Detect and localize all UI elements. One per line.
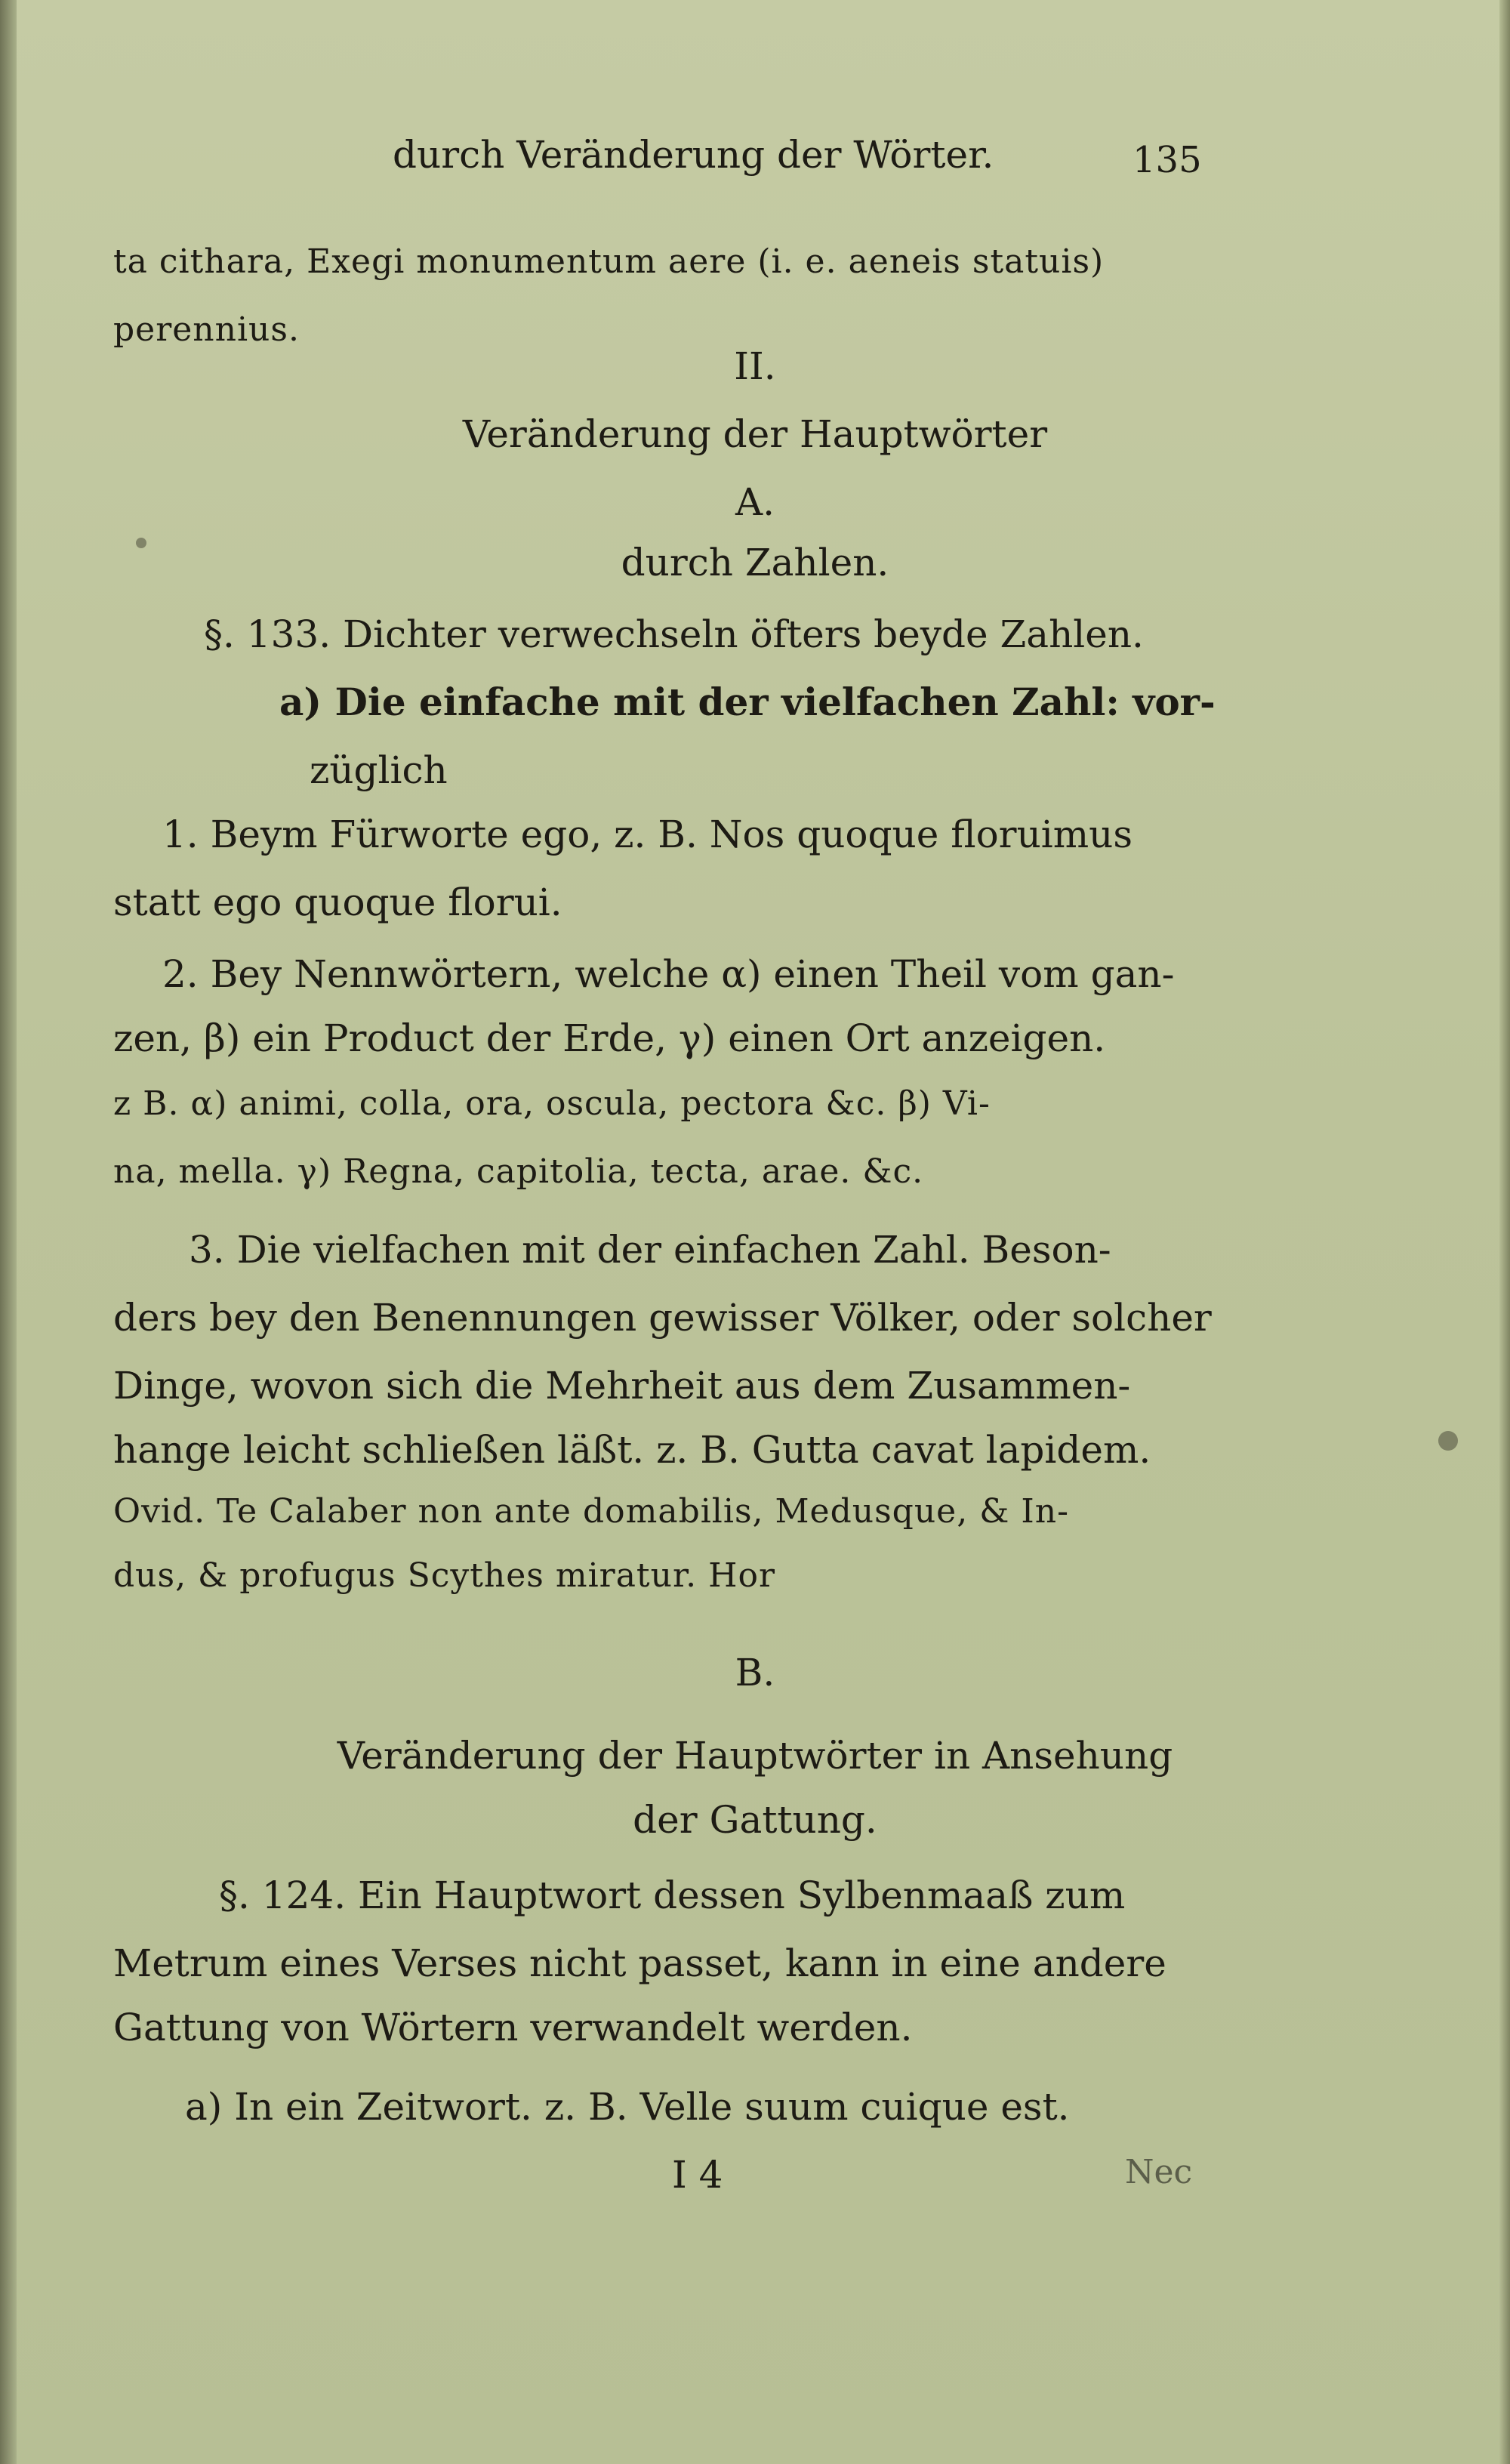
text-line: dus, & profugus Scythes miratur. Hor (113, 1556, 776, 1595)
text-line: a) Die einfache mit der vielfachen Zahl: vor- (279, 680, 1216, 724)
text-line: 2. Bey Nennwörtern, welche α) einen Theil vom gan- (162, 952, 1175, 996)
subsection-title: durch Zahlen. (621, 541, 889, 584)
text-line: hange leicht schließen läßt. z. B. Gutta cavat lapidem. (113, 1428, 1151, 1472)
section-title: Veränderung der Hauptwörter (462, 412, 1048, 456)
text-line: Ovid. Te Calaber non ante domabilis, Medusque, & In- (113, 1492, 1069, 1531)
text-line: Gattung von Wörtern verwandelt werden. (113, 2006, 913, 2049)
subsection-letter: A. (735, 480, 775, 524)
text-line: ta cithara, Exegi monumentum aere (i. e. aeneis statuis) (113, 242, 1105, 281)
text-line: 3. Die vielfachen mit der einfachen Zahl. Beson- (189, 1228, 1111, 1272)
text-line: a) In ein Zeitwort. z. B. Velle suum cuique est. (185, 2085, 1070, 2129)
subsection-title: der Gattung. (633, 1798, 877, 1842)
ink-stain (1438, 1431, 1458, 1451)
text-line: züglich (310, 748, 448, 792)
subsection-title: Veränderung der Hauptwörter in Ansehung (337, 1734, 1173, 1778)
signature-mark: I 4 (672, 2153, 723, 2197)
text-line: 1. Beym Fürworte ego, z. B. Nos quoque floruimus (162, 813, 1133, 856)
subsection-letter: B. (735, 1651, 775, 1695)
paragraph-heading: §. 133. Dichter verwechseln öfters beyde Zahlen. (204, 612, 1144, 656)
text-line: z B. α) animi, colla, ora, oscula, pectora &c. β) Vi- (113, 1084, 991, 1123)
running-title: durch Veränderung der Wörter. (393, 133, 994, 177)
text-line: statt ego quoque florui. (113, 880, 562, 924)
text-line: Dinge, wovon sich die Mehrheit aus dem Zusammen- (113, 1364, 1131, 1408)
paragraph-heading: §. 124. Ein Hauptwort dessen Sylbenmaaß zum (219, 1873, 1126, 1917)
section-number: II. (734, 344, 776, 388)
catchword: Nec (1125, 2153, 1193, 2191)
text-line: zen, β) ein Product der Erde, γ) einen Ort anzeigen. (113, 1016, 1106, 1060)
page-number: 135 (1132, 139, 1202, 181)
text-line: Metrum eines Verses nicht passet, kann in eine andere (113, 1941, 1166, 1985)
text-line: ders bey den Benennungen gewisser Völker, oder solcher (113, 1296, 1212, 1340)
text-line: na, mella. γ) Regna, capitolia, tecta, arae. &c. (113, 1152, 924, 1191)
text-line: perennius. (113, 310, 300, 349)
